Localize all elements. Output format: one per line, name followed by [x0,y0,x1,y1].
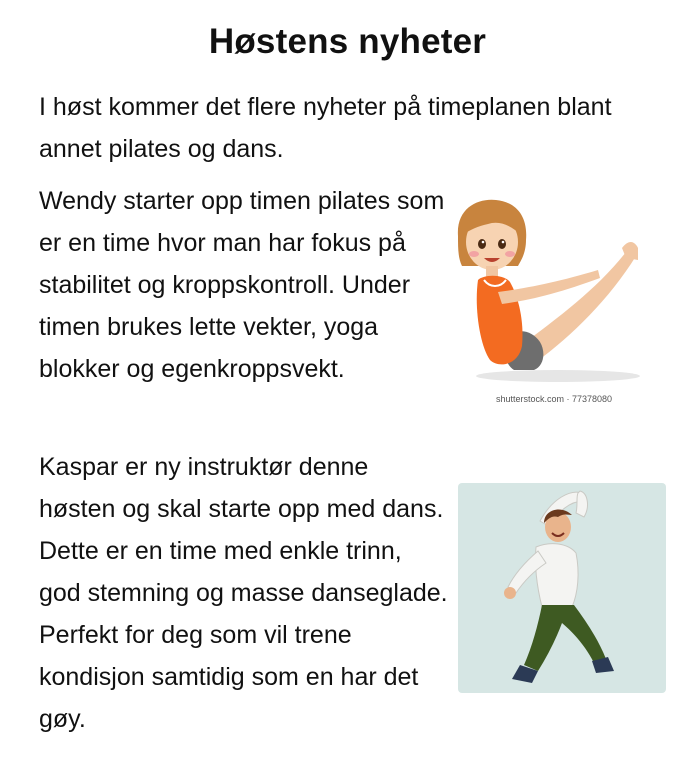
dance-paragraph: Kaspar er ny instruktør denne høsten og skal starte opp med dans. Dette er en time med enkle trinn, god stemning og masse danseglade. Perfekt for deg som vil trene kondisjon samtidig som en har det gøy. [39,453,448,733]
pilates-paragraph: Wendy starter opp timen pilates som er en time hvor man har fokus på stabilitet og kroppskontroll. Under timen brukes lette vekter, yoga blokker og egenkroppsvekt. [39,187,445,383]
intro-paragraph: I høst kommer det flere nyheter på timeplanen blant annet pilates og dans. [39,93,612,163]
dancing-man-illustration [458,483,666,693]
pilates-woman-illustration [448,196,658,406]
page-title: Høstens nyheter [208,22,487,61]
image-credit: shutterstock.com · 77378080 [496,394,613,404]
